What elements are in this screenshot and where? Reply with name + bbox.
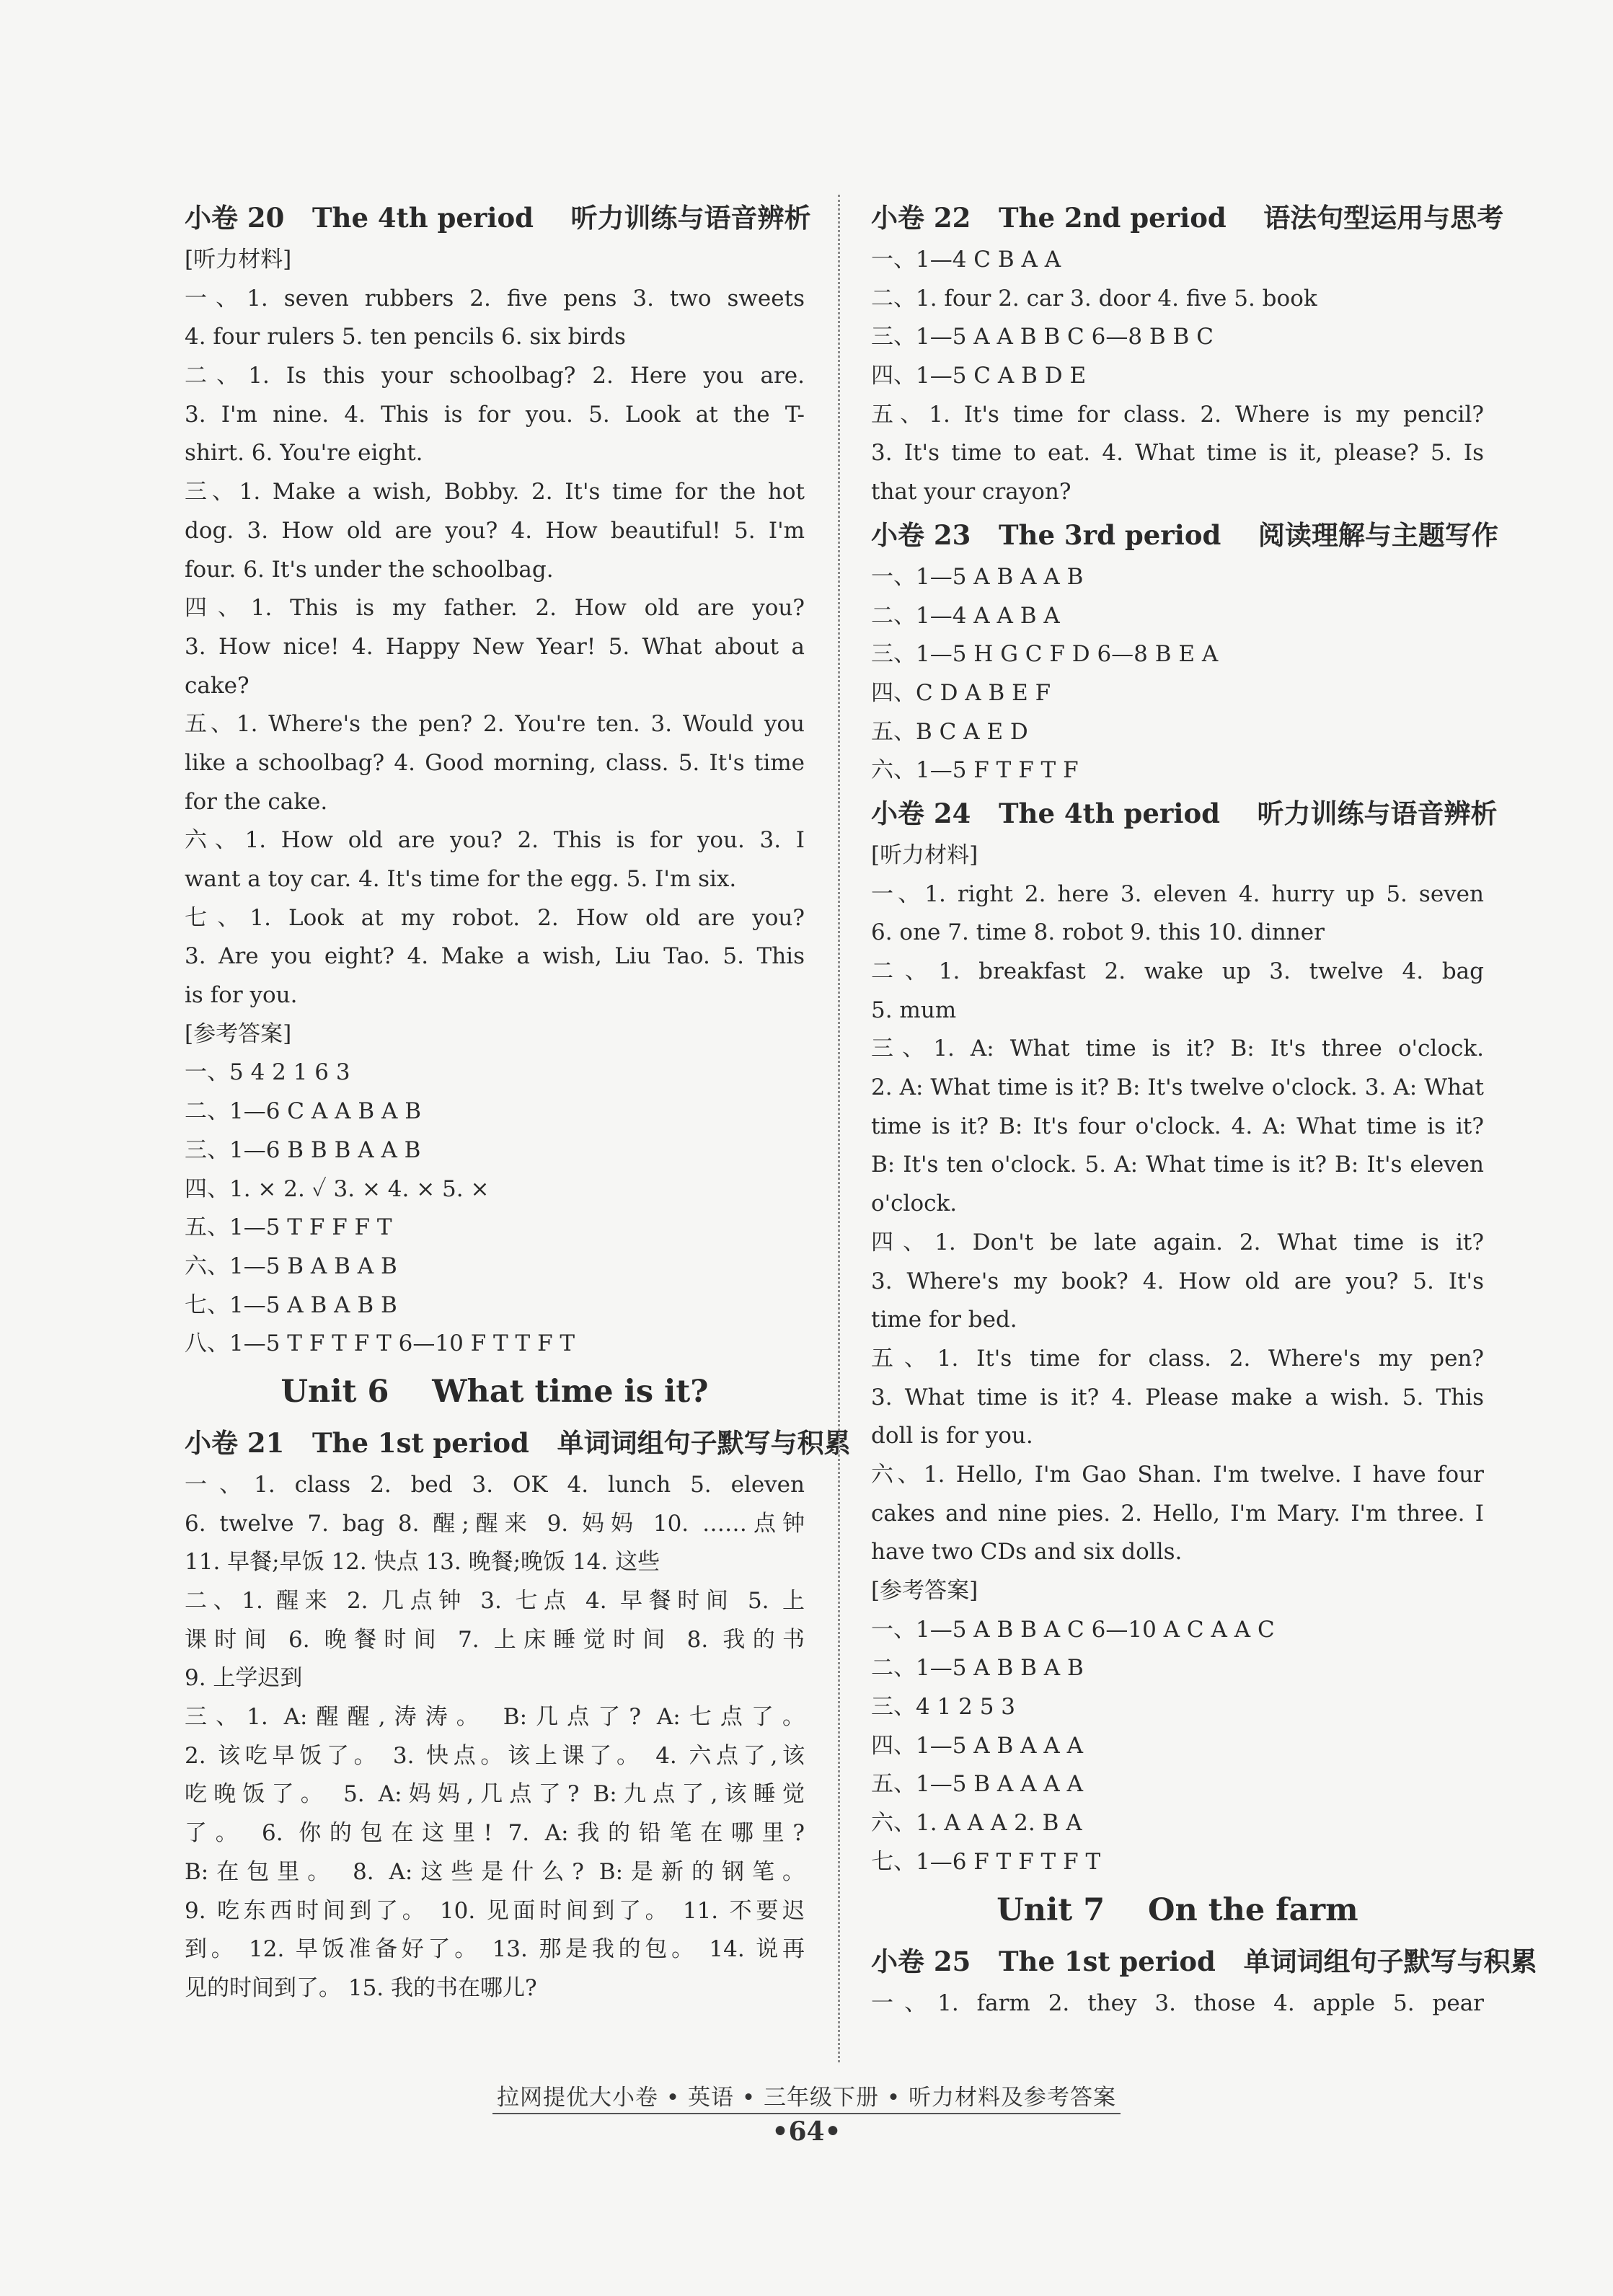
text-line: o'clock. bbox=[871, 1191, 958, 1217]
text-line: 四、1—5 C A B D E bbox=[871, 363, 1087, 389]
text-line: 五、1—5 T F F F T bbox=[185, 1214, 392, 1241]
text-line: 二、1. Is this your schoolbag? 2. Here you are. bbox=[185, 363, 805, 389]
text-line: 吃晚饭了。 5. A:妈妈,几点了? B:九点了,该睡觉 bbox=[185, 1781, 805, 1808]
section-tag: [参考答案] bbox=[871, 1578, 978, 1604]
text-line: 9. 吃东西时间到了。 10. 见面时间到了。 11. 不要迟 bbox=[185, 1897, 805, 1924]
text-line: 六、1—5 B A B A B bbox=[185, 1253, 397, 1279]
text-line: cake? bbox=[185, 672, 249, 699]
text-line: 四、1—5 A B A A A bbox=[871, 1732, 1084, 1759]
text-line: 三、1. A:醒醒,涛涛。 B:几点了? A:七点了。 bbox=[185, 1704, 805, 1731]
text-line: 四、C D A B E F bbox=[871, 679, 1051, 706]
text-line: 八、1—5 T F T F T 6—10 F T T F T bbox=[185, 1330, 575, 1357]
text-line: for the cake. bbox=[185, 788, 328, 815]
page-number: •64• bbox=[772, 2116, 841, 2147]
footer-title bbox=[0, 2079, 1613, 2114]
section-heading: 小卷 21 The 1st period 单词词组句子默写与积累 bbox=[185, 1426, 851, 1459]
text-line: cakes and nine pies. 2. Hello, I'm Mary. I'm three. I bbox=[871, 1500, 1484, 1527]
text-line: 3. What time is it? 4. Please make a wish. 5. This bbox=[871, 1384, 1484, 1410]
text-line: 七、1. Look at my robot. 2. How old are you? bbox=[185, 904, 805, 931]
left-column bbox=[185, 195, 851, 2008]
text-line: 一、1—4 C B A A bbox=[871, 247, 1061, 273]
text-line: 二、1—4 A A B A bbox=[871, 602, 1060, 629]
text-line: 三、4 1 2 5 3 bbox=[871, 1694, 1016, 1721]
column-divider bbox=[838, 195, 840, 2062]
text-line: four. 6. It's under the schoolbag. bbox=[185, 556, 554, 583]
text-line: 三、1. Make a wish, Bobby. 2. It's time for the hot bbox=[185, 479, 805, 505]
text-line: 课时间 6. 晚餐时间 7. 上床睡觉时间 8. 我的书 bbox=[185, 1626, 805, 1653]
text-line: 一、1. right 2. here 3. eleven 4. hurry up 5. seven bbox=[871, 880, 1484, 907]
text-line: 三、1—5 A A B B C 6—8 B B C bbox=[871, 324, 1214, 350]
text-line: 五、1—5 B A A A A bbox=[871, 1771, 1084, 1798]
text-line: like a schoolbag? 4. Good morning, class. 5. It's time bbox=[185, 749, 805, 776]
text-line: 2. A: What time is it? B: It's twelve o'clock. 3. A: What bbox=[871, 1074, 1484, 1101]
text-line: have two CDs and six dolls. bbox=[871, 1539, 1183, 1566]
text-line: is for you. bbox=[185, 982, 298, 1009]
text-line: B:在包里。 8. A:这些是什么? B:是新的钢笔。 bbox=[185, 1858, 805, 1885]
text-line: 5. mum bbox=[871, 997, 957, 1023]
text-line: 五、1. It's time for class. 2. Where's my pen? bbox=[871, 1345, 1484, 1372]
section-tag: [听力材料] bbox=[185, 247, 292, 273]
text-line: 二、1—6 C A A B A B bbox=[185, 1098, 422, 1125]
unit-title: Unit 7 On the farm bbox=[996, 1891, 1358, 1928]
text-line: 6. twelve 7. bag 8. 醒;醒来 9. 妈妈 10. ……点钟 bbox=[185, 1510, 805, 1537]
text-line: 到。 12. 早饭准备好了。 13. 那是我的包。 14. 说再 bbox=[185, 1936, 805, 1963]
text-line: 二、1. 醒来 2. 几点钟 3. 七点 4. 早餐时间 5. 上 bbox=[185, 1588, 805, 1614]
text-line: dog. 3. How old are you? 4. How beautiful! 5. I'm bbox=[185, 517, 805, 544]
section-heading: 小卷 20 The 4th period 听力训练与语音辨析 bbox=[185, 202, 811, 234]
section-heading: 小卷 24 The 4th period 听力训练与语音辨析 bbox=[871, 797, 1498, 829]
text-line: 3. Where's my book? 4. How old are you? 5. It's bbox=[871, 1268, 1484, 1294]
text-line: 五、B C A E D bbox=[871, 718, 1028, 745]
section-heading: 小卷 22 The 2nd period 语法句型运用与思考 bbox=[871, 202, 1504, 234]
text-line: 3. I'm nine. 4. This is for you. 5. Look at the T- bbox=[185, 401, 805, 428]
text-line: 了。 6. 你的包在这里! 7. A:我的铅笔在哪里? bbox=[185, 1820, 805, 1847]
text-line: 七、1—6 F T F T F T bbox=[871, 1848, 1101, 1875]
text-line: 见的时间到了。 15. 我的书在哪儿? bbox=[185, 1974, 537, 2001]
footer-title-text: 拉网提优大小卷 • 英语 • 三年级下册 • 听力材料及参考答案 bbox=[492, 2079, 1121, 2114]
text-line: 4. four rulers 5. ten pencils 6. six birds bbox=[185, 324, 626, 350]
text-line: 3. How nice! 4. Happy New Year! 5. What about a bbox=[185, 633, 805, 660]
text-line: 2. 该吃早饭了。 3. 快点。该上课了。 4. 六点了,该 bbox=[185, 1742, 805, 1769]
text-line: 11. 早餐;早饭 12. 快点 13. 晚餐;晚饭 14. 这些 bbox=[185, 1549, 660, 1576]
text-line: 一、5 4 2 1 6 3 bbox=[185, 1059, 350, 1086]
text-line: that your crayon? bbox=[871, 479, 1071, 505]
text-line: 六、1—5 F T F T F bbox=[871, 757, 1079, 784]
text-line: 一、1—5 A B B A C 6—10 A C A A C bbox=[871, 1616, 1275, 1643]
text-line: want a toy car. 4. It's time for the egg. 5. I'm six. bbox=[185, 866, 737, 892]
text-line: 三、1. A: What time is it? B: It's three o'clock. bbox=[871, 1036, 1484, 1062]
section-tag: [听力材料] bbox=[871, 842, 978, 868]
text-line: 五、1. Where's the pen? 2. You're ten. 3. Would you bbox=[185, 711, 805, 738]
text-line: 一、1—5 A B A A B bbox=[871, 563, 1084, 590]
text-line: B: It's ten o'clock. 5. A: What time is it? B: It's eleven bbox=[871, 1152, 1484, 1178]
text-line: 四、1. Don't be late again. 2. What time is it? bbox=[871, 1229, 1484, 1255]
text-line: 9. 上学迟到 bbox=[185, 1665, 303, 1692]
section-heading: 小卷 25 The 1st period 单词词组句子默写与积累 bbox=[871, 1945, 1537, 1977]
section-heading: 小卷 23 The 3rd period 阅读理解与主题写作 bbox=[871, 518, 1498, 551]
text-line: 六、1. How old are you? 2. This is for you. 3. I bbox=[185, 827, 805, 854]
section-tag: [参考答案] bbox=[185, 1020, 292, 1047]
text-line: shirt. 6. You're eight. bbox=[185, 440, 423, 467]
text-line: 二、1. four 2. car 3. door 4. five 5. book bbox=[871, 285, 1317, 312]
text-line: 6. one 7. time 8. robot 9. this 10. dinner bbox=[871, 919, 1325, 946]
text-line: doll is for you. bbox=[871, 1423, 1033, 1449]
text-line: 3. It's time to eat. 4. What time is it, please? 5. Is bbox=[871, 440, 1484, 467]
text-line: time for bed. bbox=[871, 1307, 1017, 1333]
text-line: 3. Are you eight? 4. Make a wish, Liu Tao. 5. This bbox=[185, 943, 805, 970]
unit-title: Unit 6 What time is it? bbox=[280, 1373, 709, 1410]
text-line: time is it? B: It's four o'clock. 4. A: What time is it? bbox=[871, 1113, 1484, 1139]
text-line: 三、1—5 H G C F D 6—8 B E A bbox=[871, 641, 1219, 668]
text-line: 六、1. A A A 2. B A bbox=[871, 1810, 1082, 1837]
text-line: 四、1. This is my father. 2. How old are you? bbox=[185, 595, 805, 622]
text-line: 六、1. Hello, I'm Gao Shan. I'm twelve. I have four bbox=[871, 1461, 1484, 1488]
text-line: 七、1—5 A B A B B bbox=[185, 1292, 397, 1318]
text-line: 二、1. breakfast 2. wake up 3. twelve 4. bag bbox=[871, 958, 1484, 984]
right-column bbox=[871, 195, 1537, 2023]
text-line: 一、1. farm 2. they 3. those 4. apple 5. pear bbox=[871, 1990, 1484, 2016]
text-line: 二、1—5 A B B A B bbox=[871, 1655, 1084, 1682]
text-line: 三、1—6 B B B A A B bbox=[185, 1136, 421, 1163]
text-line: 一、1. class 2. bed 3. OK 4. lunch 5. eleven bbox=[185, 1471, 805, 1498]
text-line: 一、1. seven rubbers 2. five pens 3. two sweets bbox=[185, 285, 805, 312]
text-line: 四、1. × 2. ✓ 3. × 4. × 5. × bbox=[185, 1175, 490, 1202]
text-line: 五、1. It's time for class. 2. Where is my pencil? bbox=[871, 401, 1484, 428]
